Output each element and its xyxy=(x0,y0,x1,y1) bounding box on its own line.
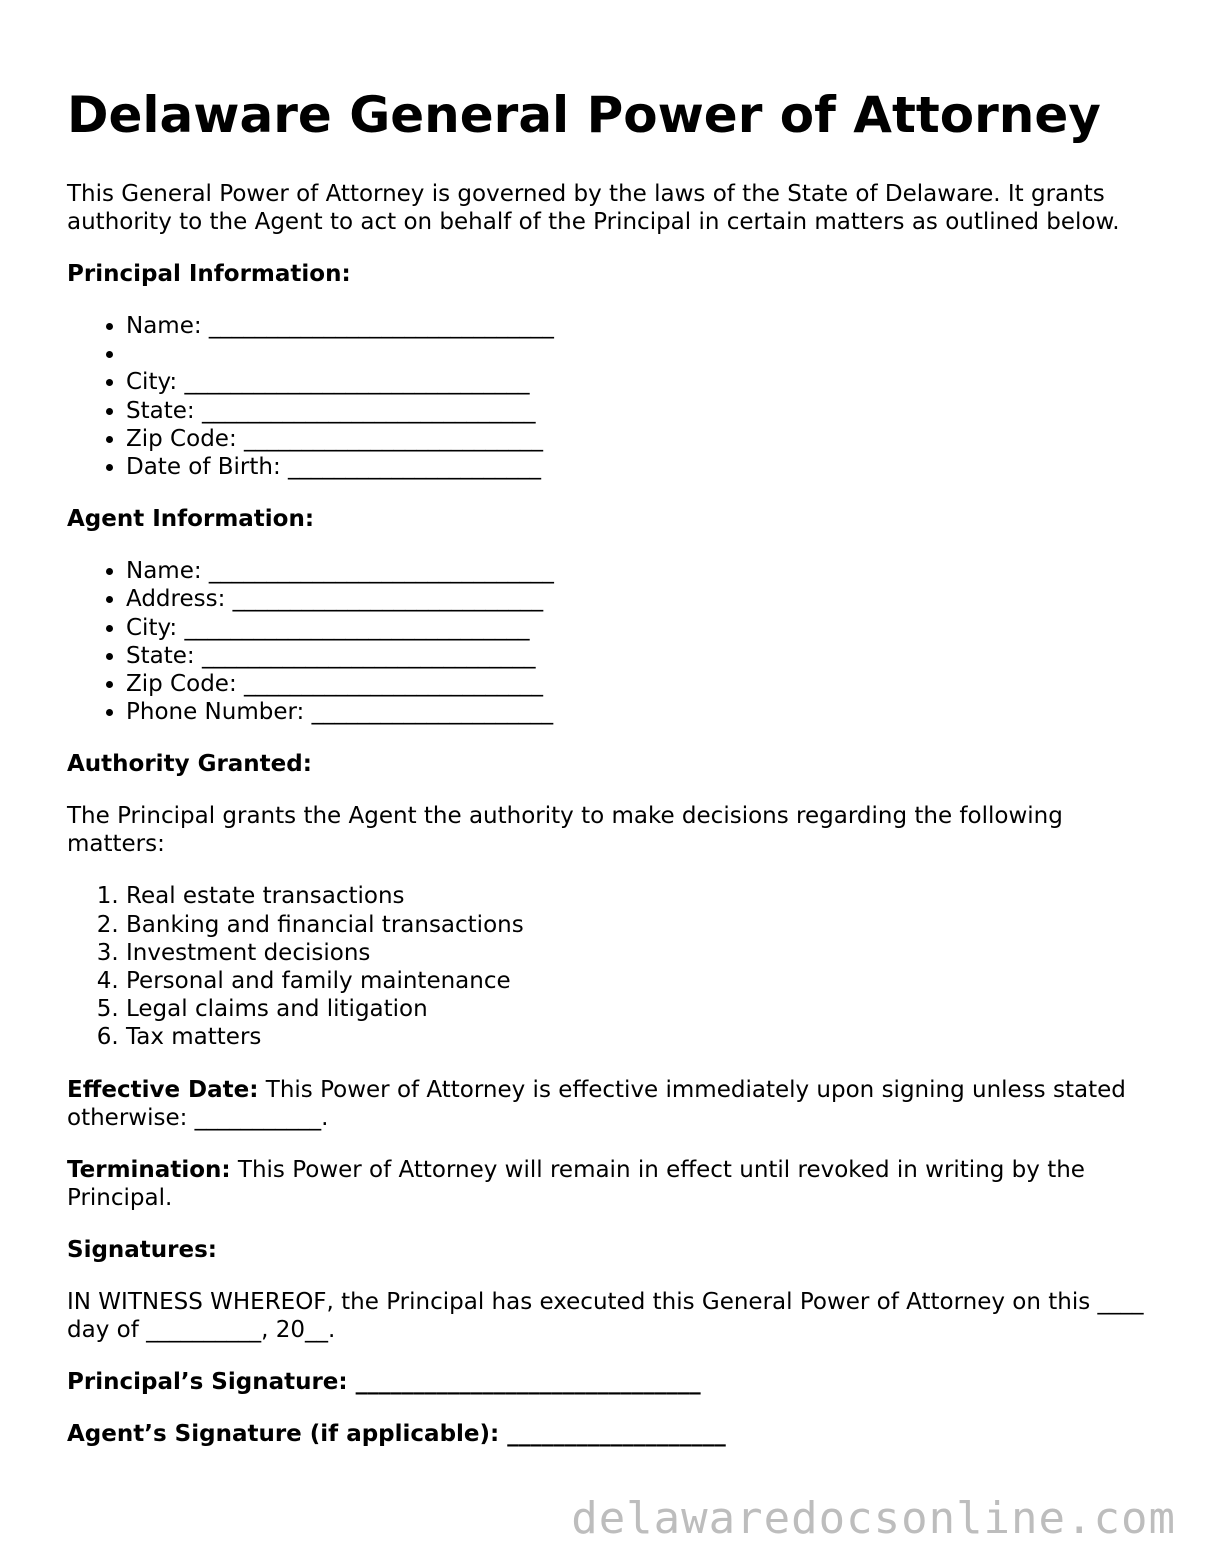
authority-item: 5. Legal claims and litigation xyxy=(126,995,1157,1023)
principal-info-list xyxy=(67,312,1157,481)
principal-heading: Principal Information: xyxy=(67,261,351,287)
authority-item: 2. Banking and financial transactions xyxy=(126,911,1157,939)
watermark: delawaredocsonline.com xyxy=(571,1493,1176,1544)
document-title: Delaware General Power of Attorney xyxy=(67,86,1101,144)
authority-item: 1. Real estate transactions xyxy=(126,882,1157,910)
authority-list xyxy=(67,882,1157,1051)
authority-item: 6. Tax matters xyxy=(126,1023,1157,1051)
principal-state-field: • State: _____________________________ xyxy=(126,397,1157,425)
agent-name-field: • Name: ______________________________ xyxy=(126,557,1157,585)
intro-paragraph: This General Power of Attorney is governed by the laws of the State of Delaware. It grants authority to the Agent to act on behalf of the Principal in certain matters as outlined below. xyxy=(67,181,1120,235)
agent-city-field: • City: ______________________________ xyxy=(126,614,1157,642)
agent-zip-field: • Zip Code: __________________________ xyxy=(126,670,1157,698)
agent-signature-line: Agent’s Signature (if applicable): ___________________ xyxy=(67,1420,726,1447)
authority-item: 3. Investment decisions xyxy=(126,939,1157,967)
principal-dob-field: • Date of Birth: ______________________ xyxy=(126,453,1157,481)
effective-date-paragraph xyxy=(67,1076,1157,1132)
termination-text: This Power of Attorney will remain in effect until revoked in writing by the Principal. xyxy=(67,1156,1085,1211)
authority-item: 4. Personal and family maintenance xyxy=(126,967,1157,995)
agent-state-field: • State: _____________________________ xyxy=(126,642,1157,670)
authority-heading: Authority Granted: xyxy=(67,751,312,778)
termination-paragraph xyxy=(67,1156,1157,1212)
document-page xyxy=(67,80,1157,1472)
agent-heading: Agent Information: xyxy=(67,506,315,533)
effective-date-text: This Power of Attorney is effective immediately upon signing unless stated otherwise: ___________. xyxy=(67,1076,1126,1131)
principal-empty-item xyxy=(126,340,1157,368)
effective-date-label: Effective Date: xyxy=(67,1076,259,1103)
principal-signature-line: Principal’s Signature: ______________________________ xyxy=(67,1368,701,1395)
principal-city-field: • City: ______________________________ xyxy=(126,368,1157,396)
agent-info-list xyxy=(67,557,1157,726)
principal-name-field: • Name: ______________________________ xyxy=(126,312,1157,340)
signatures-heading: Signatures: xyxy=(67,1236,218,1263)
principal-zip-field: • Zip Code: __________________________ xyxy=(126,425,1157,453)
agent-phone-field: • Phone Number: _____________________ xyxy=(126,698,1157,726)
witness-paragraph: IN WITNESS WHEREOF, the Principal has executed this General Power of Attorney on this ____ day of __________, 20__. xyxy=(67,1288,1144,1343)
authority-text: The Principal grants the Agent the authority to make decisions regarding the following matters: xyxy=(67,803,1063,858)
agent-address-field: • Address: ___________________________ xyxy=(126,585,1157,613)
termination-label: Termination: xyxy=(67,1156,231,1183)
